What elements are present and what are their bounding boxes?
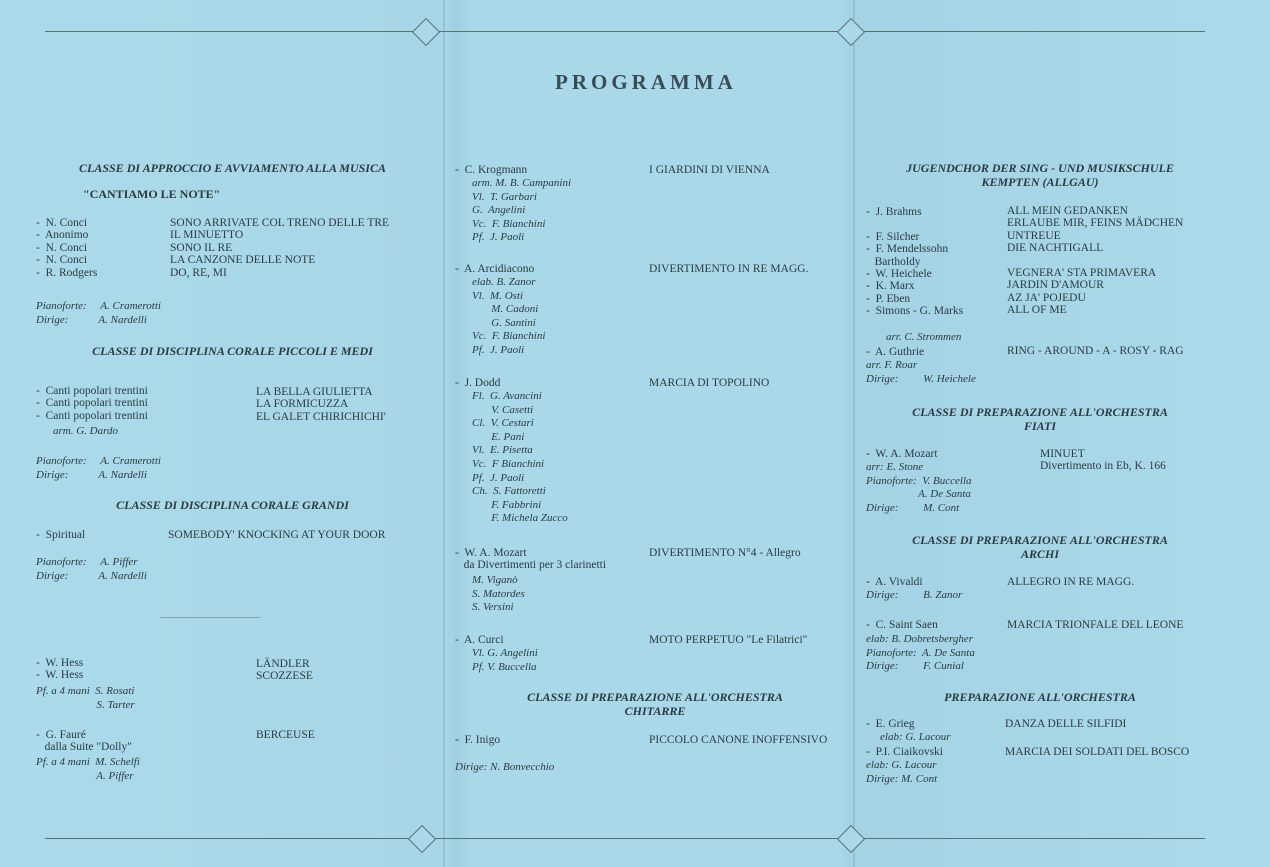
piece-list: SOMEBODY' KNOCKING AT YOUR DOOR	[168, 529, 386, 541]
subheading-cantiamo: "CANTIAMO LE NOTE"	[83, 187, 221, 201]
section-heading-approccio: CLASSE DI APPROCCIO E AVVIAMENTO ALLA MUSICA	[79, 161, 386, 175]
performer-credits: Fl. G. Avancini V. Casetti Cl. V. Cestari E. Pani Vl. E. Pisetta Vc. F Bianchini Pf. J. Paoli Ch. S. Fattoretti F. Fabbrini F. Michela Zucco	[472, 390, 568, 525]
piece-list: MINUET Divertimento in Eb, K. 166	[1040, 448, 1166, 473]
composer: - W. A. Mozart	[866, 448, 938, 460]
piece-list: ALL MEIN GEDANKEN ERLAUBE MIR, FEINS MÄDCHEN UNTREUE DIE NACHTIGALL VEGNERA' STA PRIMAVERA JARDIN D'AMOUR AZ JA' POJEDU ALL OF ME	[1007, 205, 1184, 317]
piece-list: BERCEUSE	[256, 729, 315, 741]
performer-credits: M. Viganò S. Matordes S. Versini	[472, 574, 525, 614]
composer-list: - G. Fauré dalla Suite "Dolly"	[36, 729, 132, 754]
composer-list: - Canti popolari trentini - Canti popolari trentini - Canti popolari trentini	[36, 385, 148, 422]
performer-credits: Pf. a 4 mani S. Rosati S. Tarter	[36, 685, 135, 711]
arranger-credit: arm. G. Dardo	[53, 425, 118, 437]
conductor-credit: Dirige: N. Bonvecchio	[455, 761, 555, 773]
section-heading-jugendchor: JUGENDCHOR DER SING - UND MUSIKSCHULE KEMPTEN (ALLGAU)	[906, 161, 1174, 189]
piece-list: LA BELLA GIULIETTA LA FORMICUZZA EL GALET CHIRICHICHI'	[256, 386, 386, 423]
piece-title: MOTO PERPETUO "Le Filatrici"	[649, 634, 808, 646]
composer: - A. Curci	[455, 634, 504, 646]
top-diamond-left	[412, 18, 440, 46]
composer-list: - W. Hess - W. Hess	[36, 657, 84, 682]
piece-title: MARCIA DEI SOLDATI DEL BOSCO	[1005, 746, 1190, 758]
performer-credits: Pianoforte: A. Piffer Dirige: A. Nardelli	[36, 556, 147, 582]
piece-title: RING - AROUND - A - ROSY - RAG	[1007, 345, 1184, 357]
section-heading-chitarre: CLASSE DI PREPARAZIONE ALL'ORCHESTRA CHITARRE	[527, 690, 783, 718]
bottom-diamond-left	[408, 825, 436, 853]
performer-credits: elab. B. Zanor Vl. M. Osti M. Cadoni G. Santini Vc. F. Bianchini Pf. J. Paoli	[472, 276, 546, 356]
composer-list: - Spiritual	[36, 529, 86, 541]
composer: - A. Guthrie	[866, 346, 925, 358]
divider	[160, 617, 260, 618]
composer: - E. Grieg	[866, 718, 915, 730]
arranger-credit: arr. C. Strommen	[886, 331, 962, 343]
section-heading-archi: CLASSE DI PREPARAZIONE ALL'ORCHESTRA ARCHI	[912, 533, 1168, 561]
fold-line-left	[443, 0, 445, 867]
piece-title: I GIARDINI DI VIENNA	[649, 164, 770, 176]
composer: - F. Inigo	[455, 734, 501, 746]
composer: - J. Dodd	[455, 377, 501, 389]
page-title: PROGRAMMA	[555, 70, 737, 94]
composer: - W. A. Mozart da Divertimenti per 3 clarinetti	[455, 547, 607, 572]
performer-credits: Pianoforte: A. Cramerotti Dirige: A. Nardelli	[36, 300, 161, 326]
composer-list: - N. Conci - Anonimo - N. Conci - N. Conci - R. Rodgers	[36, 217, 98, 279]
performer-credits: arr: E. Stone Pianoforte: V. Buccella A. De Santa Dirige: M. Cont	[866, 461, 972, 514]
composer: - P.I. Ciaikovski	[866, 746, 943, 758]
arranger-credit: arr. F. Roar Dirige: W. Heichele	[866, 359, 976, 385]
piece-list: LÄNDLER SCOZZESE	[256, 658, 313, 683]
section-heading-piccoli-medi: CLASSE DI DISCIPLINA CORALE PICCOLI E MEDI	[92, 344, 373, 358]
section-heading-fiati: CLASSE DI PREPARAZIONE ALL'ORCHESTRA FIATI	[912, 405, 1168, 433]
performer-credits: elab: G. Lacour Dirige: M. Cont	[866, 759, 938, 785]
performer-credits: Pf. a 4 mani M. Schelfi A. Piffer	[36, 756, 140, 782]
composer: - A. Arcidiacono	[455, 263, 535, 275]
piece-title: PICCOLO CANONE INOFFENSIVO	[649, 734, 828, 746]
performer-credits: arm. M. B. Campanini Vl. T. Garbari G. Angelini Vc. F. Bianchini Pf. J. Paoli	[472, 177, 571, 244]
piece-title: MARCIA TRIONFALE DEL LEONE	[1007, 619, 1184, 631]
top-border-line	[45, 31, 1205, 32]
piece-title: DIVERTIMENTO IN RE MAGG.	[649, 263, 809, 275]
performer-credits: elab: B. Dobretsbergher Pianoforte: A. De Santa Dirige: F. Cunial	[866, 633, 975, 673]
piece-list: SONO ARRIVATE COL TRENO DELLE TRE IL MINUETTO SONO IL RE LA CANZONE DELLE NOTE DO, RE, MI	[170, 217, 390, 279]
fold-line-right	[853, 0, 855, 867]
bottom-diamond-right	[837, 825, 865, 853]
arranger-credit: elab: G. Lacour	[880, 731, 951, 743]
composer: - A. Vivaldi	[866, 576, 923, 588]
performer-credits: Vl. G. Angelini Pf. V. Buccella	[472, 647, 538, 673]
composer-list: - J. Brahms - F. Silcher - F. Mendelssohn Bartholdy - W. Heichele - K. Marx - P. Eben - Simons - G. Marks	[866, 206, 964, 318]
section-heading-orchestra: PREPARAZIONE ALL'ORCHESTRA	[944, 690, 1136, 704]
bottom-border-line	[45, 838, 1205, 839]
piece-title: MARCIA DI TOPOLINO	[649, 377, 770, 389]
composer: - C. Saint Saen	[866, 619, 938, 631]
performer-credits: Pianoforte: A. Cramerotti Dirige: A. Nardelli	[36, 455, 161, 481]
section-heading-grandi: CLASSE DI DISCIPLINA CORALE GRANDI	[116, 498, 349, 512]
conductor-credit: Dirige: B. Zanor	[866, 589, 963, 601]
composer: - C. Krogmann	[455, 164, 528, 176]
piece-title: ALLEGRO IN RE MAGG.	[1007, 576, 1135, 588]
top-diamond-right	[837, 18, 865, 46]
piece-title: DANZA DELLE SILFIDI	[1005, 718, 1127, 730]
piece-title: DIVERTIMENTO N°4 - Allegro	[649, 547, 801, 559]
